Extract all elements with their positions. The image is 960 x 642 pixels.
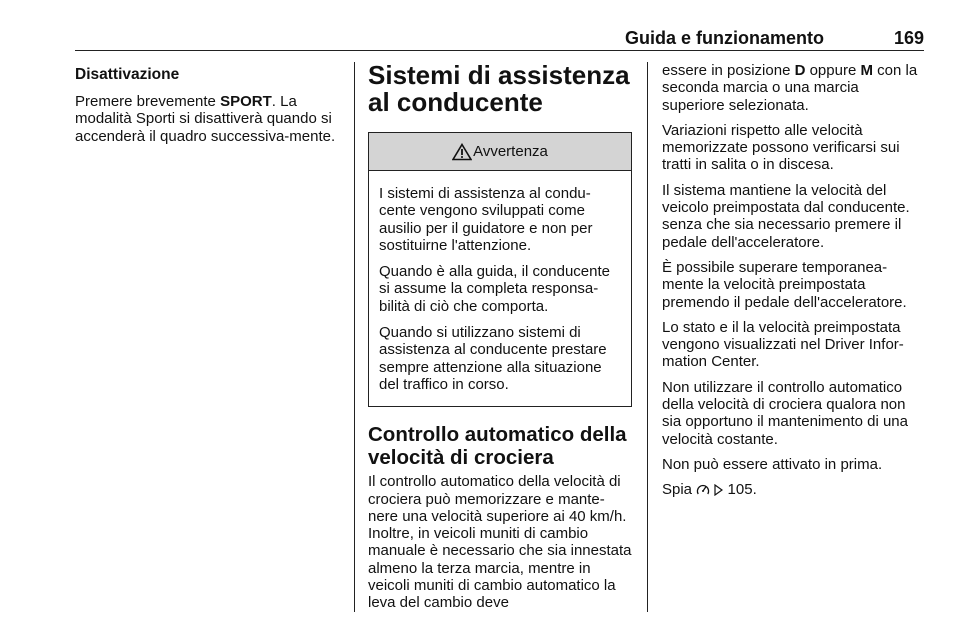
column-divider-2 [647,62,648,612]
deactivation-heading: Disattivazione [75,66,180,83]
text-span: . La modalità Sporti si disattiverà quando si accenderà il quadro successiva-mente. [75,93,336,145]
column-divider-1 [354,62,355,612]
page-number: 169 [893,28,924,48]
cruise-control-heading: Controllo automatico della velocità di crociera [368,423,627,470]
first-gear-text: Non può essere attivato in prima. [662,455,883,473]
column-1 [75,62,345,153]
cruise-control-icon [696,483,710,500]
main-heading: Sistemi di assistenza al conducente [368,60,630,117]
speed-variation-text: Variazioni rispetto alle velocità memorizzate possono verificarsi sui tratti in salita o in discesa. [662,121,900,174]
usage-caution-text: Non utilizzare il controllo automatico della velocità di crociera qualora non sia opportuno il mantenimento di una velocità costante. [662,378,908,448]
gear-d-label: D [794,62,806,79]
warning-paragraph: Quando si utilizzano sistemi di assistenza al conducente prestare sempre attenzione alla situazione del traffico in corso. [379,324,607,393]
cruise-control-text: Il controllo automatico della velocità di crociera può memorizzare e mante-nere una velocità superiore ai 40 km/h. Inoltre, in veicoli muniti di cambio manuale è necessario che sia innestata almeno la terza marcia, mentre in veicoli muniti di cambio automatico la leva del cambio deve [368,473,632,612]
header-title: Guida e funzionamento [624,28,824,48]
text-span: Premere brevemente [75,93,221,110]
page-header [75,24,924,51]
sport-button-label: SPORT [220,93,272,110]
page-reference: 105. [723,481,757,499]
text-span: essere in posizione [662,62,795,79]
text-span: Spia [662,481,697,499]
text-span: oppure [805,62,861,79]
warning-header [369,133,631,171]
indicator-reference-text [662,481,924,500]
deactivation-text [75,93,345,145]
warning-title: Avvertenza [473,143,548,160]
speed-maintain-text: Il sistema mantiene la velocità del veicolo preimpostata dal conducente. senza che sia necessario premere il pedale dell'acceleratore. [662,181,910,251]
warning-paragraph: Quando è alla guida, il conducente si assume la completa responsa-bilità di ciò che comporta. [379,263,611,315]
warning-body [369,171,631,406]
column-3 [662,62,924,509]
warning-triangle-icon [452,143,472,161]
warning-paragraph: I sistemi di assistenza al condu-cente vengono sviluppati come ausilio per il guidatore e non per sostituirne l'attenzione. [379,185,593,254]
status-display-text: Lo stato e il la velocità preimpostata vengono visualizzati nel Driver Infor-mation Center. [662,318,904,371]
column-2 [368,62,632,620]
speed-exceed-text: È possibile superare temporanea-mente la velocità preimpostata premendo il pedale dell'acceleratore. [662,258,907,311]
warning-box [368,132,632,407]
gear-position-text [662,62,924,114]
gear-m-label: M [860,62,873,79]
text-span: con la seconda marcia o una marcia superiore selezionata. [662,62,918,114]
